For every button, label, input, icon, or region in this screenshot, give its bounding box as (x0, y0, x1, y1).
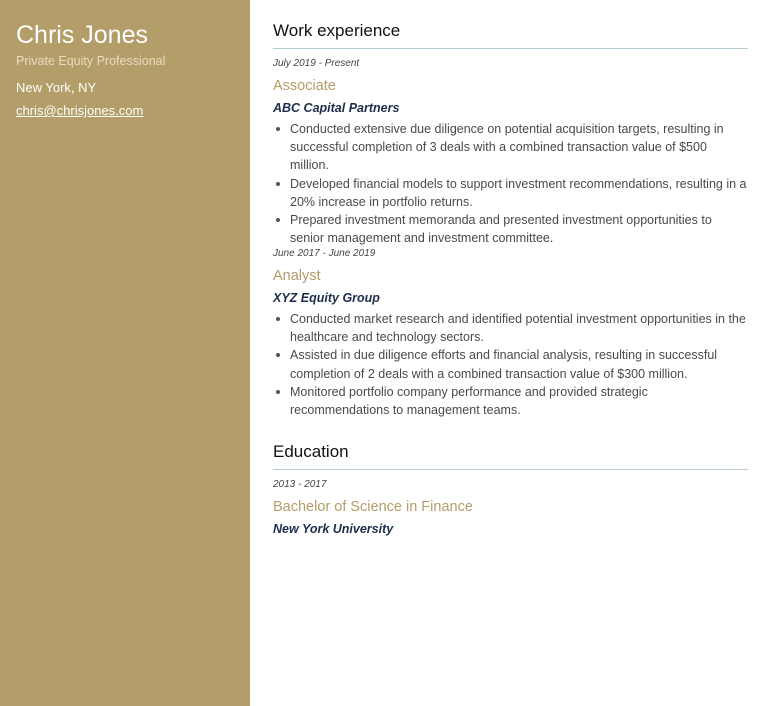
bullet-icon (276, 182, 280, 186)
education-heading: Education (273, 442, 349, 461)
bullet-item (273, 175, 748, 211)
entry-bullets (273, 310, 748, 419)
bullet-item (273, 120, 748, 175)
entry-bullets (273, 120, 748, 247)
bullet-item (273, 346, 748, 382)
bullet-icon (276, 127, 280, 131)
education-entry (273, 479, 748, 537)
bullet-text: Prepared investment memoranda and presented investment opportunities to senior management and investment committee. (290, 213, 712, 246)
bullet-item (273, 310, 748, 346)
entry-organization: XYZ Equity Group (273, 291, 380, 305)
entry-title: Analyst (273, 268, 321, 284)
bullet-item (273, 211, 748, 247)
bullet-text: Monitored portfolio company performance and provided strategic recommendations to management teams. (290, 384, 648, 418)
profile-title: Private Equity Professional (16, 54, 166, 68)
work-entry (273, 58, 748, 247)
section-divider (273, 48, 748, 49)
bullet-icon (276, 317, 280, 321)
work-entry (273, 248, 748, 419)
section-divider (273, 469, 748, 470)
education-section (273, 441, 748, 470)
bullet-text: Conducted market research and identified potential investment opportunities in the healthcare and technology sectors. (290, 312, 746, 345)
email-link[interactable]: chris@chrisjones.com (16, 103, 144, 118)
entry-date: 2013 - 2017 (273, 479, 327, 490)
main-content (273, 0, 748, 706)
bullet-text: Developed financial models to support investment recommendations, resulting in a 20% increase in portfolio returns. (290, 176, 747, 209)
bullet-text: Conducted extensive due diligence on potential acquisition targets, resulting in successful completion of 3 deals with a combined transaction value of $500 million. (290, 122, 724, 173)
entry-organization: New York University (273, 522, 394, 536)
work-experience-section (273, 20, 748, 49)
entry-title: Associate (273, 78, 336, 94)
entry-date: July 2019 - Present (273, 58, 360, 69)
profile-location: New York, NY (16, 80, 97, 95)
bullet-icon (276, 218, 280, 222)
sidebar (0, 0, 250, 706)
bullet-item (273, 383, 748, 419)
entry-title: Bachelor of Science in Finance (273, 499, 473, 515)
entry-date: June 2017 - June 2019 (273, 248, 376, 259)
bullet-icon (276, 390, 280, 394)
work-experience-heading: Work experience (273, 21, 401, 40)
bullet-icon (276, 353, 280, 357)
bullet-text: Assisted in due diligence efforts and financial analysis, resulting in successful completion of 2 deals with a combined transaction value of $300 million. (290, 348, 718, 381)
entry-organization: ABC Capital Partners (273, 101, 400, 115)
profile-name: Chris Jones (16, 21, 148, 49)
